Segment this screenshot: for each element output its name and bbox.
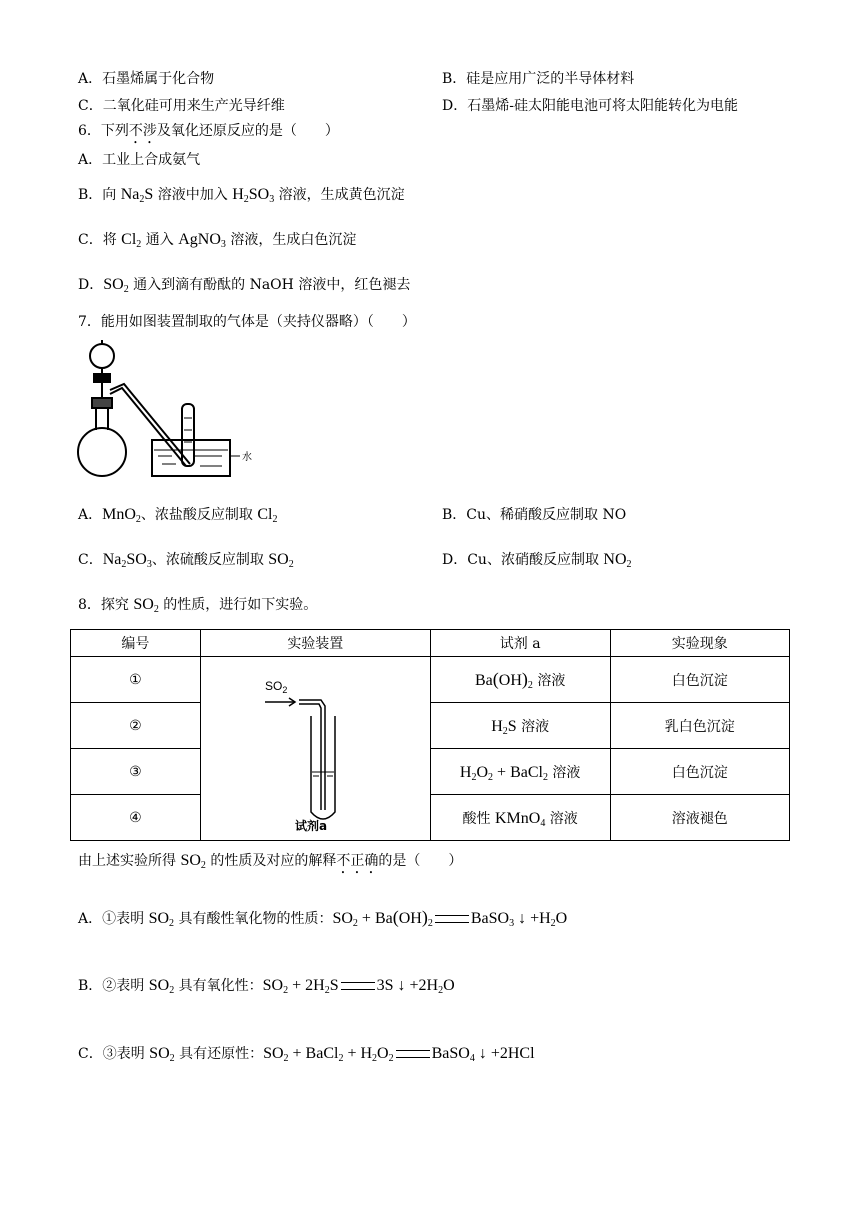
q5-option-c: C．二氧化硅可用来生产光导纤维 [78, 98, 285, 114]
phenomenon-cell: 乳白色沉淀 [610, 703, 789, 749]
q7-stem: 7．能用如图装置制取的气体是（夹持仪器略）（ ） [78, 314, 416, 330]
row-id: ② [71, 703, 201, 749]
q8-follow-up-stem: 由上述实验所得 $SO_2$ 的性质及对应的解释不正确的是（ ） [78, 852, 463, 871]
reagent-cell: $Ba(OH)_2$ 溶液 [430, 657, 610, 703]
row-id: ③ [71, 749, 201, 795]
q7-option-b: B．Cu、稀硝酸反应制取 NO [442, 507, 627, 523]
table-header-row [71, 630, 790, 657]
table-header: 试剂 a [430, 630, 610, 657]
emphasis-text: 不正确 [336, 853, 379, 869]
test-tube [311, 716, 335, 819]
q8-stem: 8．探究 $SO_2$ 的性质，进行如下实验。 [78, 596, 318, 615]
water-label: 水 [242, 452, 252, 463]
q6-stem: 6．下列不涉及氧化还原反应的是（ ） [78, 123, 339, 139]
apparatus-cell [200, 657, 430, 841]
q5-option-d: D．石墨烯-硅太阳能电池可将太阳能转化为电能 [442, 98, 738, 114]
water-trough [152, 440, 230, 476]
q7-option-c: C．$Na_2SO_3$、浓硫酸反应制取 $SO_2$ [78, 551, 294, 570]
table-header: 编号 [71, 630, 201, 657]
phenomenon-cell: 白色沉淀 [610, 749, 789, 795]
reagent-cell: 酸性 KMnO$_4$ 溶液 [430, 795, 610, 841]
emphasis-text: 不涉 [128, 123, 157, 139]
phenomenon-cell: 溶液褪色 [610, 795, 789, 841]
q6-option-b: B．向 $Na_2S$ 溶液中加入 $H_2SO_3$ 溶液，生成黄色沉淀 [78, 186, 405, 205]
q8-option-b: B．②表明 $SO_2$ 具有氧化性：$SO_2 + 2H_2S$ 3S ↓ $+2H_2O$ [78, 977, 455, 996]
reagent-cell: $H_2O_2$ + BaCl$_2$ 溶液 [430, 749, 610, 795]
table-header: 实验现象 [610, 630, 789, 657]
reagent-label: 试剂a [295, 818, 328, 832]
table-header: 实验装置 [200, 630, 430, 657]
q6-option-d: D．$SO_2$ 通入到滴有酚酞的 NaOH 溶液中，红色褪去 [78, 276, 411, 295]
q8-option-a: A．①表明 $SO_2$ 具有酸性氧化物的性质：$SO_2 + Ba(OH)_2$ BaSO$_3$ ↓ $+H_2O$ [78, 907, 568, 929]
q8-option-c: C．③表明 $SO_2$ 具有还原性：$SO_2$ + BaCl$_2$ + $H_2O_2$ BaSO$_4$ ↓ +2HCl [78, 1045, 535, 1064]
table-row [71, 749, 790, 795]
phenomenon-cell: 白色沉淀 [610, 657, 789, 703]
reagent-cell: $H_2S$ 溶液 [430, 703, 610, 749]
table-row [71, 657, 790, 703]
row-id: ① [71, 657, 201, 703]
row-id: ④ [71, 795, 201, 841]
funnel-bulb [90, 344, 114, 368]
experiment-table [70, 629, 790, 841]
q5-option-b: B．硅是应用广泛的半导体材料 [442, 71, 635, 87]
round-bottom-flask [78, 428, 126, 476]
q6-option-a: A．工业上合成氨气 [78, 152, 201, 168]
q5-option-a: A．石墨烯属于化合物 [78, 71, 215, 87]
test-tube-figure [255, 662, 375, 832]
q6-option-c: C．将 $Cl_2$ 通入 AgNO$_3$ 溶液，生成白色沉淀 [78, 231, 357, 250]
q7-option-d: D．Cu、浓硝酸反应制取 $NO_2$ [442, 551, 632, 570]
gas-generation-apparatus-figure [72, 338, 252, 486]
gas-label: $SO_2$ [265, 678, 288, 695]
table-row [71, 703, 790, 749]
q7-option-a: A．MnO$_2$、浓盐酸反应制取 $Cl_2$ [78, 506, 278, 525]
table-row [71, 795, 790, 841]
delivery-tube [110, 384, 190, 464]
